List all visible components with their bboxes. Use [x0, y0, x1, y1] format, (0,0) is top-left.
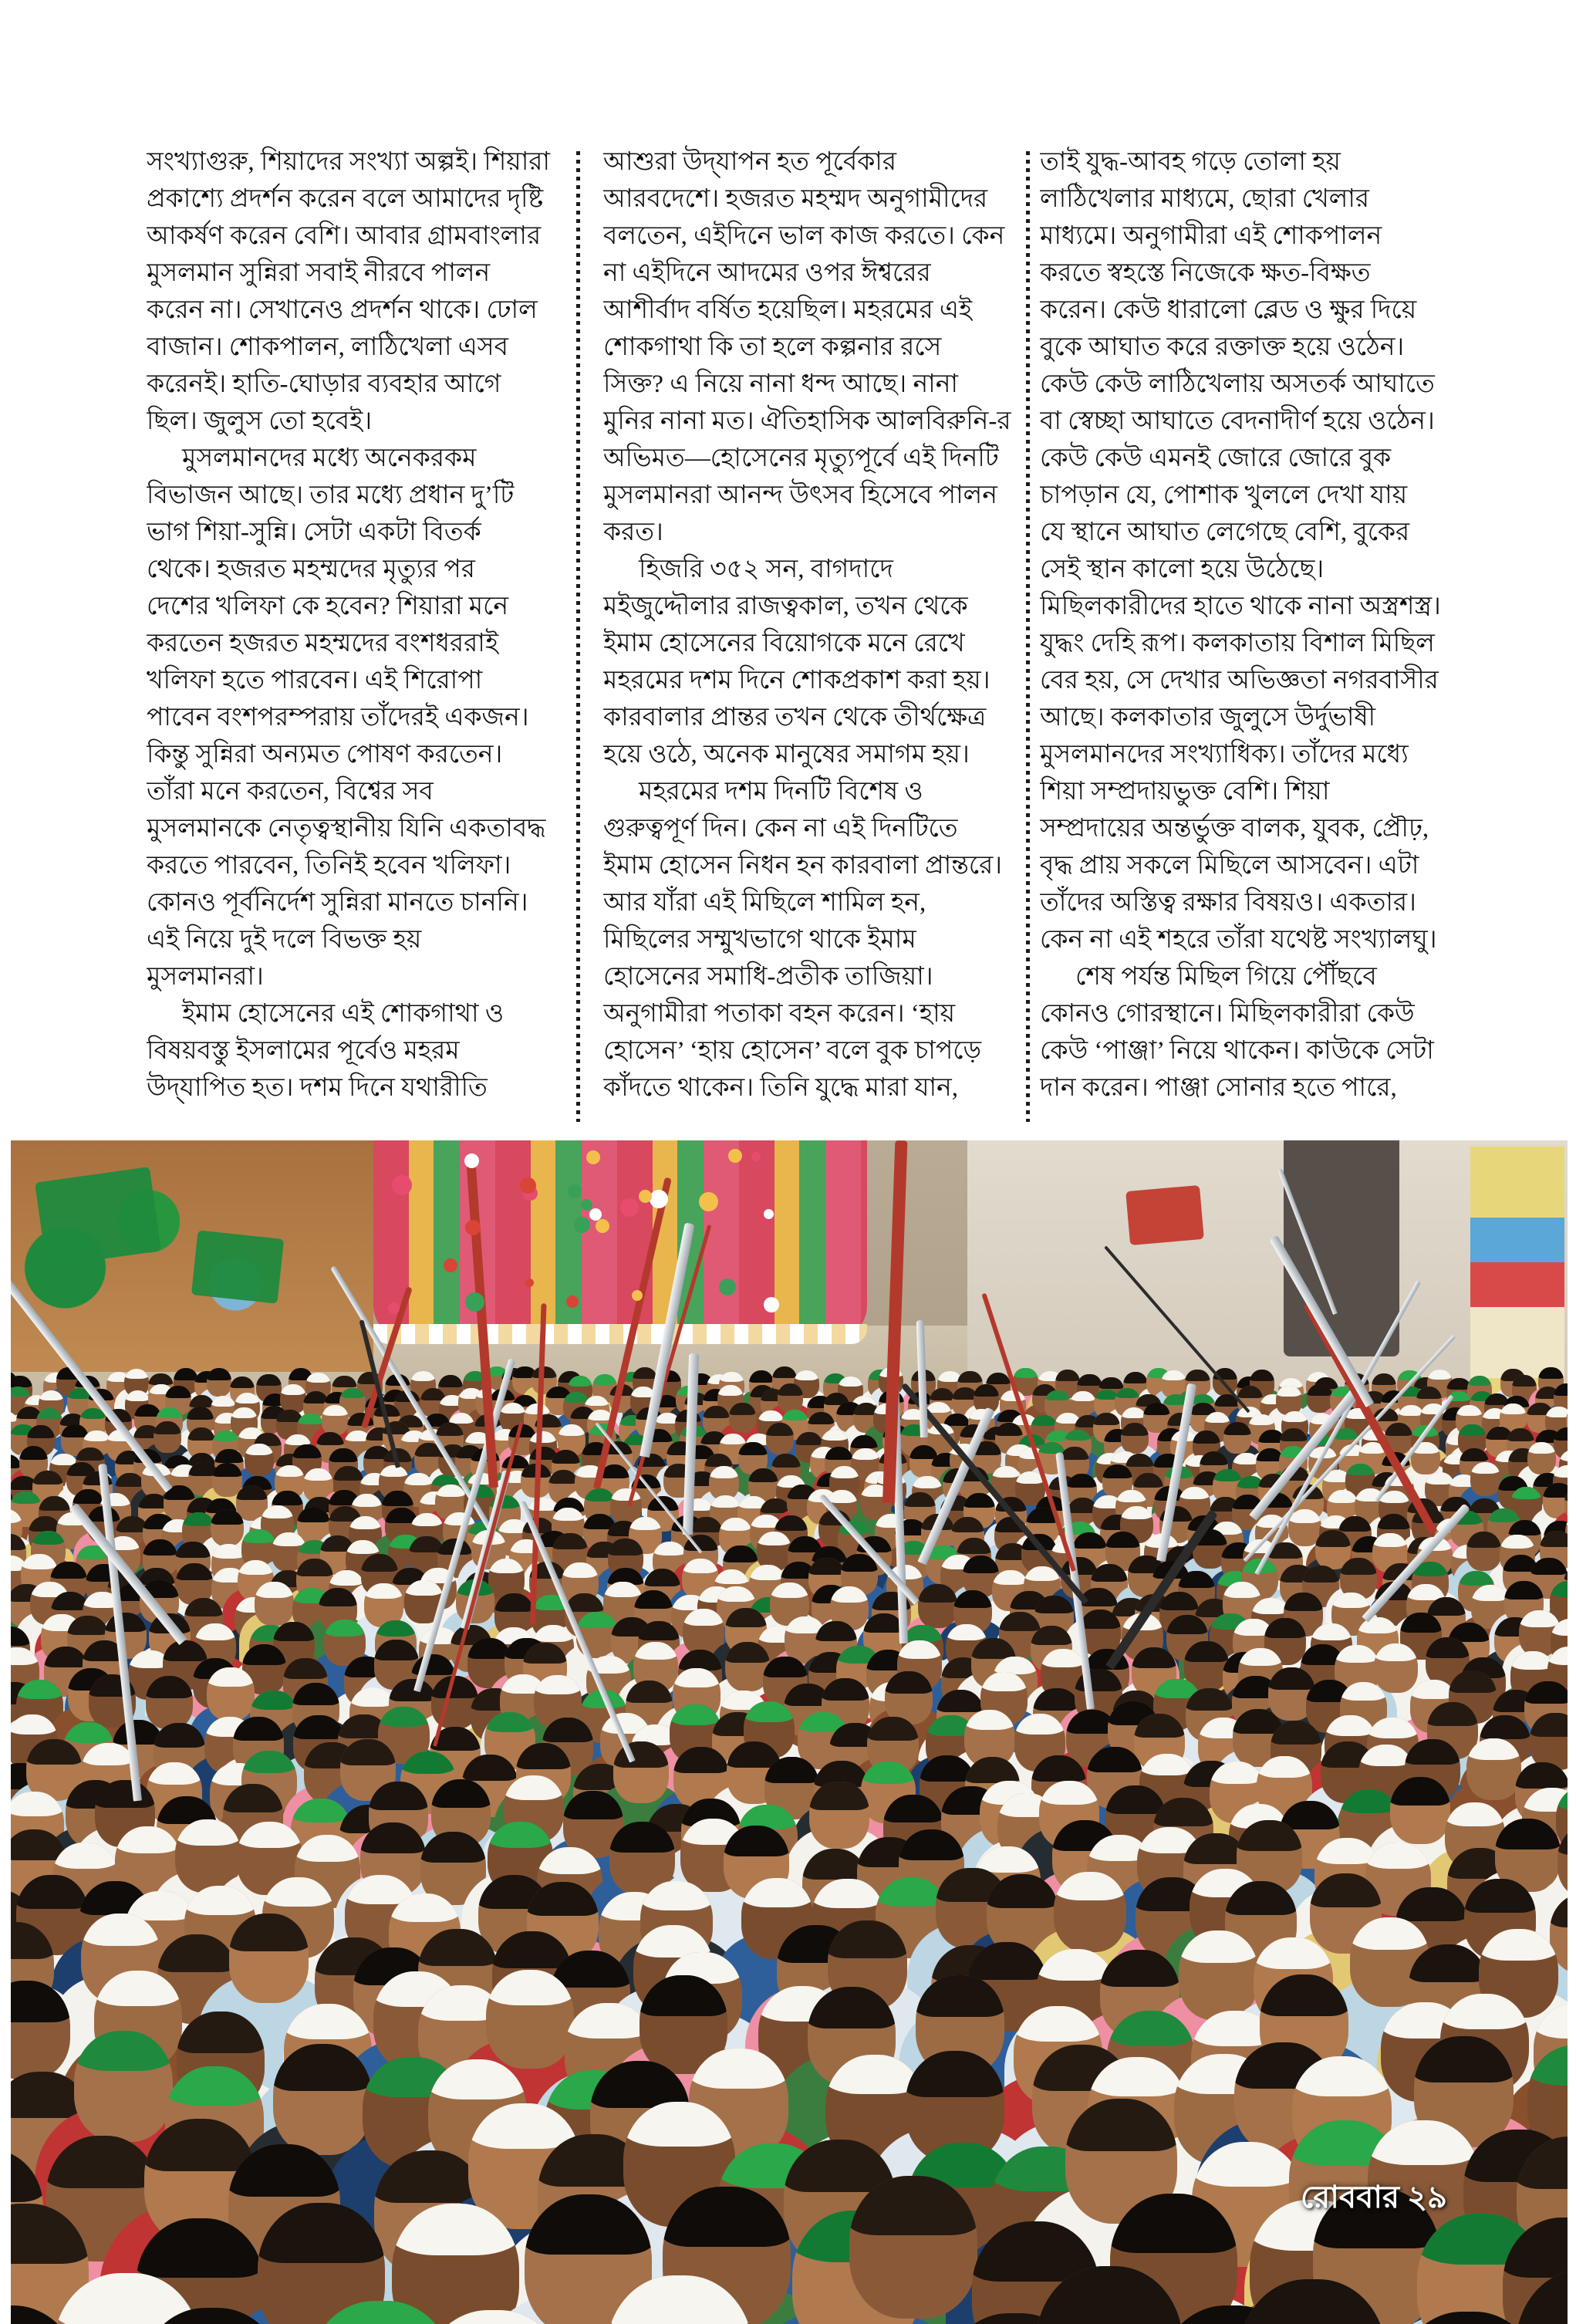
text-line: অভিমত—হোসেনের মৃত্যুপূর্বে এই দিনটি [603, 444, 999, 472]
text-line: সম্প্রদায়ের অন্তর্ভুক্ত বালক, যুবক, প্রৌঢ়, [1040, 815, 1429, 843]
green-flag [35, 1167, 161, 1267]
text-line: মিছিলকারীদের হাতে থাকে নানা অস্ত্রশস্ত্র। [1040, 593, 1441, 620]
green-flag [191, 1230, 284, 1303]
red-flag [1125, 1185, 1204, 1245]
raised-sword [916, 1320, 928, 1437]
tazia-flower [620, 1198, 639, 1217]
tazia-flower [632, 1290, 643, 1301]
text-line: কেন না এই শহরে তাঁরা যথেষ্ট সংখ্যালঘু। [1040, 926, 1437, 954]
raised-sword [1362, 1503, 1470, 1623]
text-line: শোকগাথা কি তা হলে কল্পনার রসে [603, 333, 942, 361]
text-line: বিষয়বস্তু ইসলামের পূর্বেও মহরম [147, 1037, 460, 1065]
raised-sword [413, 1358, 515, 1692]
article-column-1 [147, 144, 590, 1131]
column-divider-2 [1026, 151, 1030, 1122]
article-column-2 [603, 144, 1044, 1131]
tazia-flower [699, 1192, 718, 1211]
text-line: তাই যুদ্ধ-আবহ গড়ে তোলা হয় [1040, 148, 1341, 176]
red-pole [1303, 1302, 1437, 1535]
raised-sword [1055, 1452, 1095, 1710]
text-line: সেই স্থান কালো হয়ে উঠেছে। [1040, 556, 1325, 583]
page-footer-label: রোববার ২৯ [1301, 2180, 1447, 2214]
text-line: যে স্থানে আঘাত লেগেছে বেশি, বুকের [1040, 519, 1410, 546]
tazia-flower [520, 1177, 536, 1194]
tazia-flower [525, 1279, 534, 1287]
text-line: কেউ ‘পাঞ্জা’ নিয়ে থাকেন। কাউকে সেটা [1040, 1037, 1434, 1065]
text-line: হয়ে ওঠে, অনেক মানুষের সমাগম হয়। [603, 741, 970, 768]
red-pole [530, 1303, 547, 1625]
raised-sword [918, 1407, 995, 1565]
text-line: বলতেন, এইদিনে ভাল কাজ করতে। কেন [603, 222, 1005, 250]
text-line: মুসলমানদের মধ্যে অনেকরকম [182, 444, 477, 472]
tazia-flower [650, 1190, 668, 1208]
tazia-flower [751, 1152, 761, 1161]
raised-sword [98, 1464, 142, 1802]
text-line: আকর্ষণ করেন বেশি। আবার গ্রামবাংলার [147, 222, 542, 250]
text-line: সিক্ত? এ নিয়ে নানা ধন্দ আছে। নানা [603, 370, 958, 398]
text-line: করেনই। হাতি-ঘোড়ার ব্যবহার আগে [147, 370, 501, 398]
text-line: মইজুদ্দৌলার রাজত্বকাল, তখন থেকে [603, 593, 968, 620]
text-line: হোসেনের সমাধি-প্রতীক তাজিয়া। [603, 963, 933, 991]
stick [1104, 1245, 1250, 1413]
tazia-flower [568, 1184, 582, 1198]
raised-sword [11, 1267, 173, 1492]
text-line: কারবালার প্রান্তর তখন থেকে তীর্থক্ষেত্র [603, 704, 987, 731]
tazia-flower [444, 1258, 457, 1272]
text-line: উদ্‌যাপিত হত। দশম দিনে যথারীতি [147, 1074, 488, 1102]
column-divider-1 [576, 151, 580, 1122]
text-line: বুকে আঘাত করে রক্তাক্ত হয়ে ওঠেন। [1040, 333, 1405, 361]
tazia-flower [764, 1209, 774, 1219]
text-line: করতেন হজরত মহম্মদের বংশধররাই [147, 630, 499, 657]
text-line: শেষ পর্যন্ত মিছিল গিয়ে পৌঁছবে [1075, 963, 1377, 991]
text-line: করতে পারবেন, তিনিই হবেন খলিফা। [147, 852, 511, 880]
tazia-flower [581, 1199, 592, 1211]
text-line: বাজান। শোকপালন, লাঠিখেলা এসব [147, 333, 508, 361]
tazia-flower [639, 1190, 652, 1203]
raised-sword [519, 1501, 635, 1763]
text-line: করত। [603, 519, 663, 546]
tazia-flower [586, 1150, 600, 1164]
text-line: অনুগামীরা পতাকা বহন করেন। ‘হায় [603, 1000, 956, 1028]
text-line: মুসলমানকে নেতৃত্বস্থানীয় যিনি একতাবদ্ধ [147, 815, 546, 843]
tazia-flower [574, 1217, 590, 1233]
text-line: ইমাম হোসেন নিধন হন কারবালা প্রান্তরে। [603, 852, 1003, 880]
text-line: মুনির নানা মত। ঐতিহাসিক আলবিরুনি-র [603, 407, 1011, 435]
text-line: আর যাঁরা এই মিছিলে শামিল হন, [603, 889, 926, 917]
text-line: আশীর্বাদ বর্ষিত হয়েছিল। মহরমের এই [603, 296, 973, 324]
text-line: করেন না। সেখানেও প্রদর্শন থাকে। ঢোল [147, 296, 538, 324]
text-line: দেশের খলিফা কে হবেন? শিয়ারা মনে [147, 593, 509, 620]
tazia-flower [566, 1295, 579, 1308]
text-line: কিন্তু সুন্নিরা অন্যমত পোষণ করতেন। [147, 741, 503, 768]
red-pole [627, 1224, 711, 1507]
tazia-flower [596, 1219, 609, 1233]
text-line: মুসলমানরা। [147, 963, 264, 991]
text-line: মহরমের দশম দিনটি বিশেষ ও [639, 778, 923, 806]
article-column-3 [1040, 144, 1491, 1131]
tazia-flower [719, 1279, 736, 1295]
text-line: বের হয়, সে দেখার অভিজ্ঞতা নগরবাসীর [1040, 667, 1439, 694]
text-line: আরবদেশে। হজরত মহম্মদ অনুগামীদের [603, 185, 988, 213]
text-line: মুসলমানরা আনন্দ উৎসব হিসেবে পালন [603, 481, 997, 509]
text-line: গুরুত্বপূর্ণ দিন। কেন না এই দিনটিতে [603, 815, 958, 843]
text-line: সংখ্যাগুরু, শিয়াদের সংখ্যা অল্পই। শিয়ারা [147, 148, 550, 176]
text-line: ইমাম হোসেনের বিয়োগকে মনে রেখে [603, 630, 965, 657]
text-line: থেকে। হজরত মহম্মদের মৃত্যুর পর [147, 556, 475, 583]
text-line: প্রকাশ্যে প্রদর্শন করেন বলে আমাদের দৃষ্টি [147, 185, 544, 213]
text-line: চাপড়ান যে, পোশাক খুললে দেখা যায় [1040, 481, 1408, 509]
raised-sword [1156, 1383, 1196, 1562]
tazia-flower [392, 1175, 412, 1195]
text-line: শিয়া সম্প্রদায়ভুক্ত বেশি। শিয়া [1040, 778, 1330, 806]
raised-sword [683, 1353, 699, 1535]
text-line: তাঁরা মনে করতেন, বিশ্বের সব [147, 778, 434, 806]
text-line: আছে। কলকাতার জুলুসে উর্দুভাষী [1040, 704, 1376, 731]
text-line: হিজরি ৩৫২ সন, বাগদাদে [639, 556, 893, 583]
text-line: করেন। কেউ ধারালো ব্লেড ও ক্ষুর দিয়ে [1040, 296, 1417, 324]
text-line: বিভাজন আছে। তার মধ্যে প্রধান দু’টি [147, 481, 515, 509]
text-line: বা স্বেচ্ছা আঘাতে বেদনাদীর্ণ হয়ে ওঠেন। [1040, 407, 1435, 435]
weapons-layer [11, 1140, 1568, 2324]
text-line: করতে স্বহস্তে নিজেকে ক্ষত-বিক্ষত [1040, 259, 1371, 287]
text-line: এই নিয়ে দুই দলে বিভক্ত হয় [147, 926, 422, 954]
tazia-flower [728, 1149, 742, 1163]
text-line: ছিল। জুলুস তো হবেই। [147, 407, 373, 435]
text-line: কোনও পূর্বনির্দেশ সুন্নিরা মানতে চাননি। [147, 889, 528, 917]
text-line: তাঁদের অস্তিত্ব রক্ষার বিষয়ও। একতার। [1040, 889, 1416, 917]
tazia-flower [464, 1154, 479, 1168]
tazia-flower [465, 1292, 484, 1312]
text-line: না এইদিনে আদমের ওপর ঈশ্বরের [603, 259, 931, 287]
tazia-flower [465, 1220, 481, 1235]
text-line: মাধ্যমে। অনুগামীরা এই শোকপালন [1040, 222, 1382, 250]
text-line: মুসলমান সুন্নিরা সবাই নীরবে পালন [147, 259, 491, 287]
procession-photo [11, 1140, 1568, 2324]
raised-sword [69, 1502, 187, 1645]
text-line: ভাগ শিয়া-সুন্নি। সেটা একটা বিতর্ক [147, 519, 481, 546]
text-line: আশুরা উদ্‌যাপন হত পূর্বেকার [603, 148, 897, 176]
text-line: মুসলমানদের সংখ্যাধিক্য। তাঁদের মধ্যে [1040, 741, 1409, 768]
text-line: কোনও গোরস্থানে। মিছিলকারীরা কেউ [1040, 1000, 1415, 1028]
text-line: খলিফা হতে পারবেন। এই শিরোপা [147, 667, 483, 694]
text-line: কাঁদতে থাকেন। তিনি যুদ্ধে মারা যান, [603, 1074, 959, 1102]
text-line: বৃদ্ধ প্রায় সকলে মিছিলে আসবেন। এটা [1040, 852, 1419, 880]
text-line: মিছিলের সম্মুখভাগে থাকে ইমাম [603, 926, 916, 954]
text-line: কেউ কেউ লাঠিখেলায় অসতর্ক আঘাতে [1040, 370, 1435, 398]
text-line: হোসেন’ ‘হায় হোসেন’ বলে বুক চাপড়ে [603, 1037, 982, 1065]
text-line: ইমাম হোসেনের এই শোকগাথা ও [182, 1000, 505, 1028]
text-line: লাঠিখেলার মাধ্যমে, ছোরা খেলার [1040, 185, 1370, 213]
red-pole [882, 1140, 907, 1503]
text-line: পাবেন বংশপরম্পরায় তাঁদেরই একজন। [147, 704, 529, 731]
text-line: দান করেন। পাঞ্জা সোনার হতে পারে, [1040, 1074, 1397, 1102]
text-line: মহরমের দশম দিনে শোকপ্রকাশ করা হয়। [603, 667, 990, 694]
text-line: যুদ্ধং দেহি রূপ। কলকাতায় বিশাল মিছিল [1040, 630, 1435, 657]
tazia-flower [764, 1297, 779, 1312]
raised-sword [1269, 1235, 1374, 1407]
text-line: কেউ কেউ এমনই জোরে জোরে বুক [1040, 444, 1392, 472]
raised-sword [1254, 1280, 1421, 1575]
red-pole [467, 1164, 498, 1488]
tazia-flower [388, 1302, 400, 1314]
